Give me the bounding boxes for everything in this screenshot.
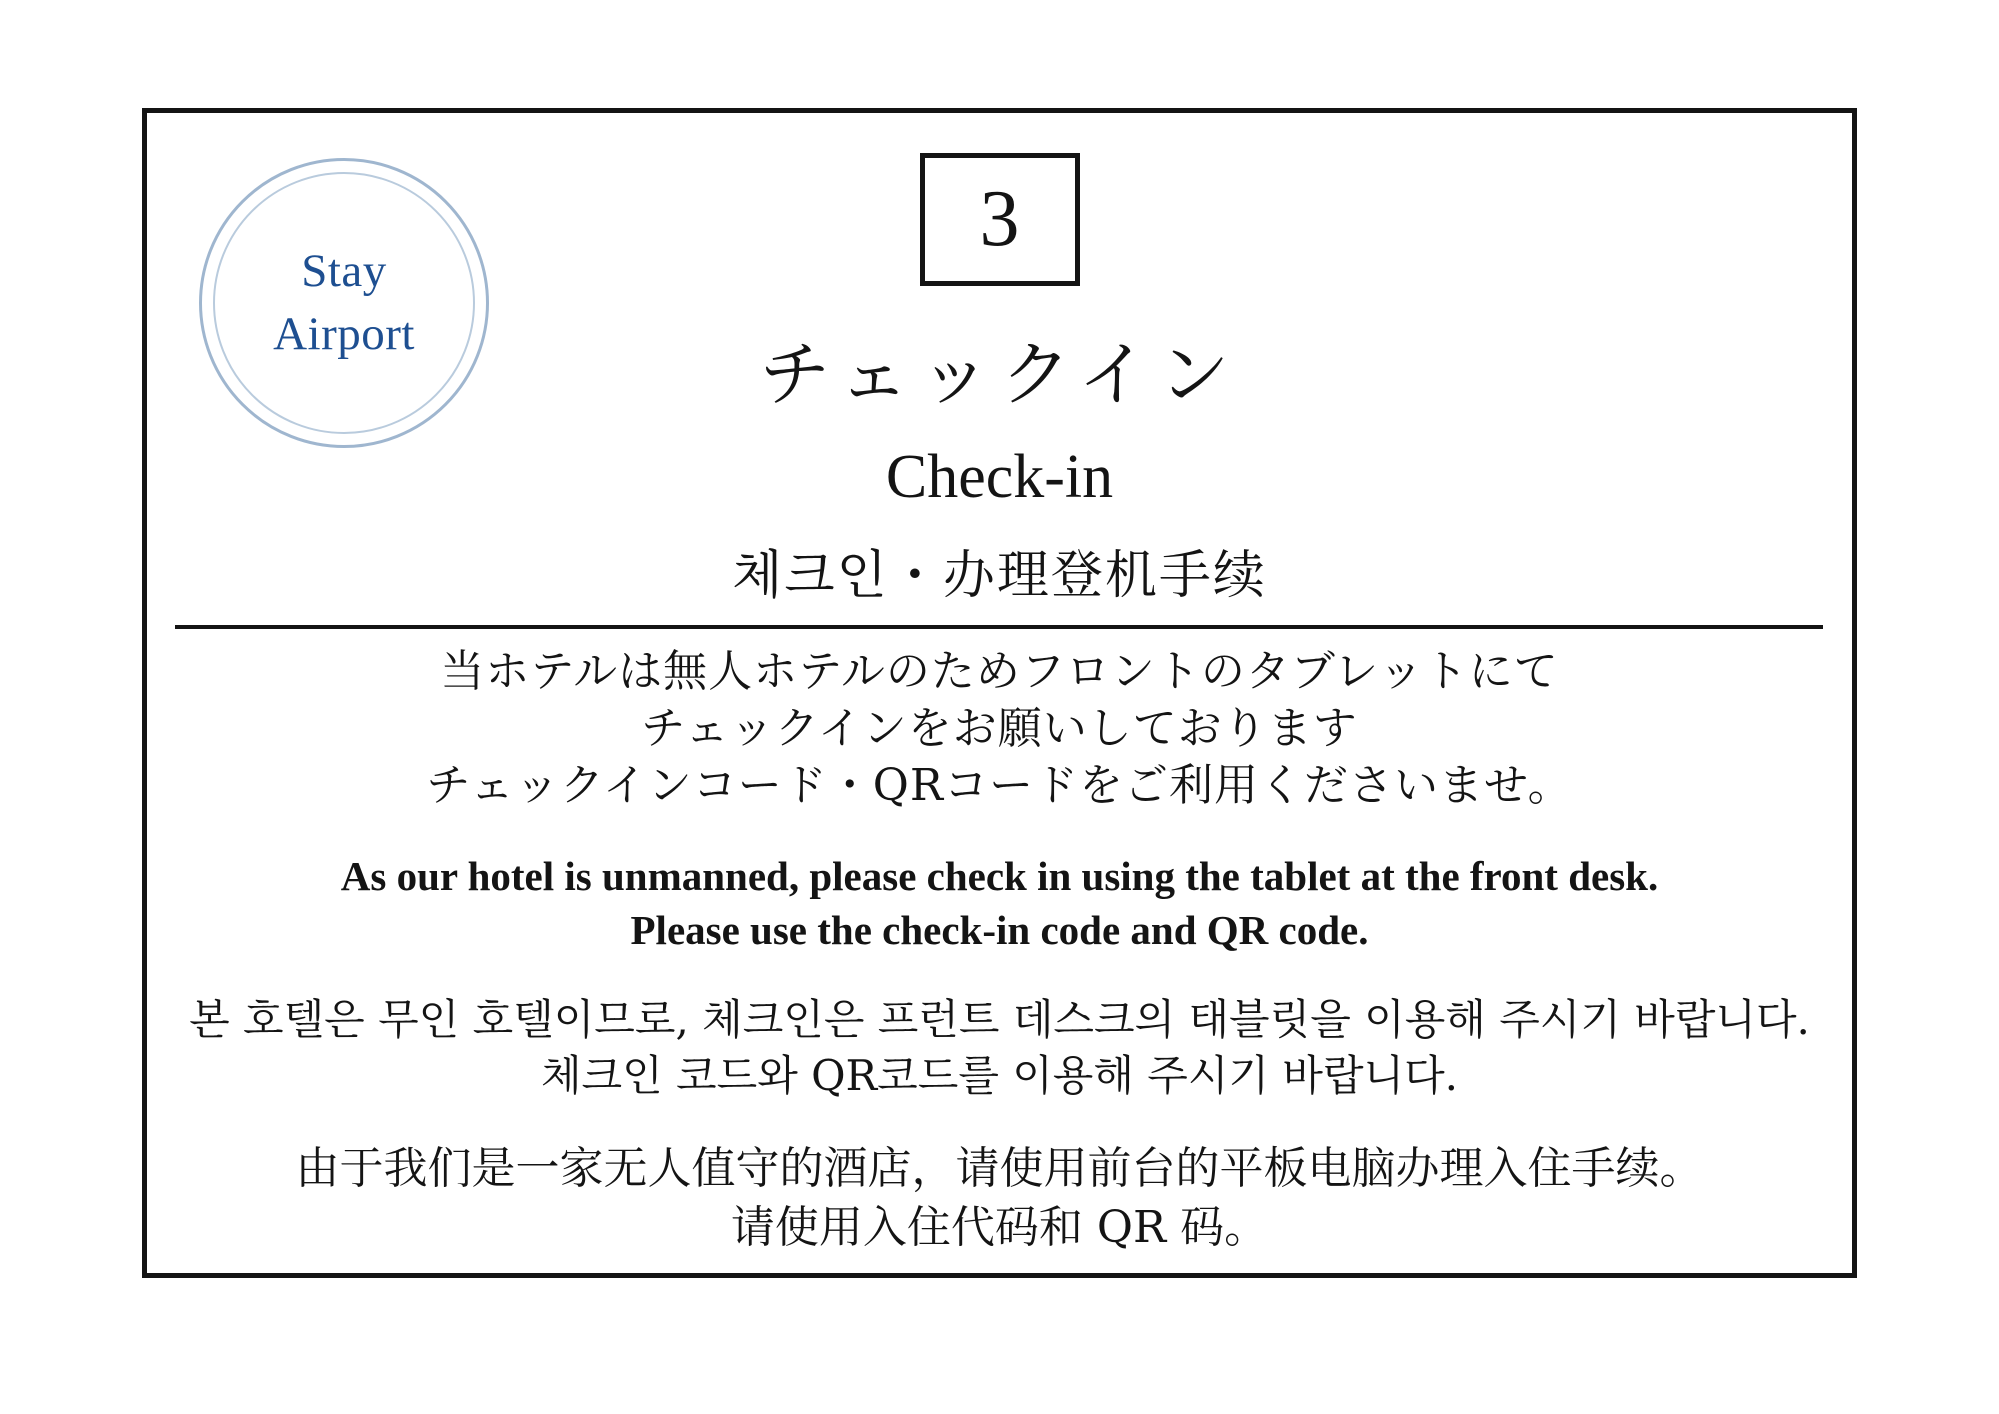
- instructions-japanese-line-1: 当ホテルは無人ホテルのためフロントのタブレットにて: [440, 646, 1559, 697]
- step-number-badge: 3: [920, 153, 1080, 286]
- notice-body: [187, 643, 1812, 1284]
- instructions-chinese: [187, 1139, 1812, 1258]
- instructions-english-line-1: As our hotel is unmanned, please check in using the tablet at the front desk.: [340, 852, 1659, 899]
- instructions-english-line-2: Please use the check-in code and QR code.: [630, 907, 1369, 954]
- instructions-korean-line-2: 체크인 코드와 QR코드를 이용해 주시기 바랍니다.: [540, 1051, 1459, 1101]
- instructions-japanese-line-3: チェックインコード・QRコードをご利用くださいませ。: [426, 760, 1573, 812]
- header-divider: [175, 625, 1823, 629]
- page-title-japanese: チェックイン: [759, 333, 1240, 416]
- instructions-japanese: [187, 643, 1812, 815]
- instructions-korean-line-1: 본 호텔은 무인 호텔이므로, 체크인은 프런트 데스크의 태블릿을 이용해 주시기 바랍니다.: [189, 994, 1810, 1044]
- instructions-chinese-line-2: 请使用入住代码和 QR 码。: [730, 1202, 1269, 1254]
- logo-line-2: Airport: [273, 308, 415, 360]
- notice-card: [142, 108, 1857, 1278]
- page-title-korean-chinese: 체크인・办理登机手续: [732, 546, 1267, 606]
- notice-header: [147, 153, 1852, 608]
- logo-line-1: Stay: [301, 244, 387, 297]
- instructions-chinese-line-1: 由于我们是一家无人值守的酒店，请使用前台的平板电脑办理入住手续。: [295, 1142, 1704, 1194]
- instructions-english: [187, 849, 1812, 958]
- page-title-english: Check-in: [885, 443, 1114, 511]
- instructions-korean: [187, 992, 1812, 1105]
- instructions-japanese-line-2: チェックインをお願いしております: [641, 703, 1358, 755]
